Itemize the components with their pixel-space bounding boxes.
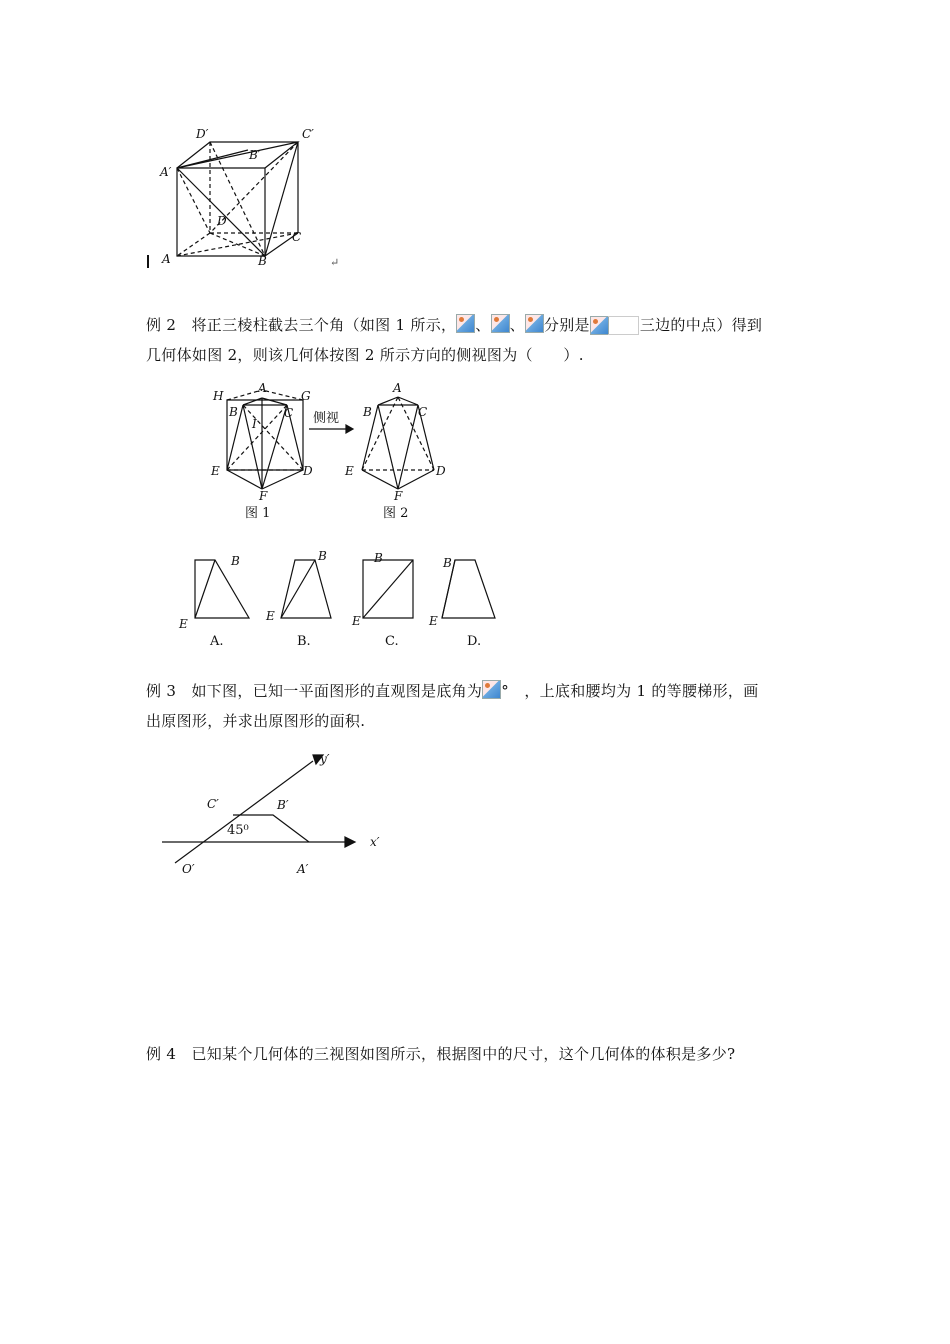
fig1-label-D: D <box>303 464 313 478</box>
label-D1: D′ <box>196 127 209 141</box>
option-b-label-B: B <box>318 549 327 563</box>
ex2-line1-a: 例 2 将正三棱柱截去三个角（如图 1 所示， <box>146 316 457 334</box>
fig1-label-I: I <box>252 417 257 431</box>
y-axis-label: y′ <box>320 752 330 766</box>
image-placeholder-icon <box>491 314 510 333</box>
fig1-label-G: G <box>301 389 311 403</box>
ex2-line2: 几何体如图 2，则该几何体按图 2 所示方向的侧视图为（ ）. <box>146 346 584 364</box>
fig1-label-F: F <box>259 489 268 503</box>
label-A1: A′ <box>160 165 172 179</box>
trapezoid-figure <box>155 745 395 885</box>
label-A: A <box>162 252 171 266</box>
option-a-figure <box>178 554 249 649</box>
option-a-label-E: E <box>179 617 188 631</box>
ex3-line1-b: ° ，上底和腰均为 1 的等腰梯形，画 <box>501 682 759 700</box>
return-mark: ↵ <box>330 256 340 269</box>
fig2-label-A: A <box>393 381 402 395</box>
cube-figure <box>140 120 360 275</box>
image-placeholder-icon <box>590 316 640 333</box>
fig2-label-F: F <box>394 489 403 503</box>
option-b-label-E: E <box>266 609 275 623</box>
ex2-line1-b: 分别是 <box>543 316 590 334</box>
ex3-line2: 出原图形，并求出原图形的面积. <box>146 712 366 730</box>
ex2-line1-c: 三边的中点）得到 <box>639 316 763 334</box>
image-placeholder-icon <box>525 314 544 333</box>
image-placeholder-icon <box>482 680 501 699</box>
prism-figures <box>205 378 455 526</box>
label-C: C <box>292 230 302 244</box>
fig2-label-D: D <box>436 464 446 478</box>
ex2-sep1: 、 <box>475 316 491 334</box>
x-axis-label: x′ <box>370 835 380 849</box>
label-B: B <box>258 254 267 268</box>
ex2-sep2: 、 <box>509 316 525 334</box>
option-b-label: B. <box>297 634 311 649</box>
label-C1: C′ <box>302 127 314 141</box>
fig1-label-B: B <box>229 405 238 419</box>
label-B-prime: B′ <box>277 798 289 812</box>
option-d-figure <box>428 556 495 649</box>
example-3-text <box>146 676 811 736</box>
fig1-label-C: C <box>284 406 294 420</box>
side-view-label: 侧视 <box>313 411 340 426</box>
label-O-prime: O′ <box>182 862 195 876</box>
option-a-label: A. <box>210 634 224 649</box>
fig1-label-A: A <box>258 381 267 395</box>
label-D: D <box>217 214 227 228</box>
fig2-label-B: B <box>363 405 372 419</box>
option-d-label-E: E <box>429 614 438 628</box>
image-placeholder-icon <box>456 314 475 333</box>
fig2-label-E: E <box>345 464 354 478</box>
fig1-label-E: E <box>211 464 220 478</box>
example-4-text <box>146 1039 811 1069</box>
option-c-label: C. <box>385 634 399 649</box>
ex3-line1-a: 例 3 如下图，已知一平面图形的直观图是底角为 <box>146 682 483 700</box>
label-B1: B′ <box>249 148 261 162</box>
answer-options <box>175 545 510 650</box>
option-b-figure <box>265 549 331 649</box>
angle-label: 45⁰ <box>227 823 249 838</box>
option-c-label-E: E <box>352 614 361 628</box>
option-a-label-B: B <box>231 554 240 568</box>
option-d-label-B: B <box>443 556 452 570</box>
label-A-prime: A′ <box>297 862 309 876</box>
option-d-label: D. <box>467 634 482 649</box>
text-cursor <box>147 255 149 268</box>
option-c-label-B: B <box>374 551 383 565</box>
label-C-prime: C′ <box>207 797 219 811</box>
fig1-caption: 图 1 <box>245 506 271 521</box>
fig1-label-H: H <box>213 389 224 403</box>
option-c-figure <box>351 551 413 649</box>
fig2-label-C: C <box>418 405 428 419</box>
ex4-line1: 例 4 已知某个几何体的三视图如图所示，根据图中的尺寸，这个几何体的体积是多少? <box>146 1045 736 1063</box>
example-2-text <box>146 310 811 370</box>
fig2-caption: 图 2 <box>383 506 409 521</box>
